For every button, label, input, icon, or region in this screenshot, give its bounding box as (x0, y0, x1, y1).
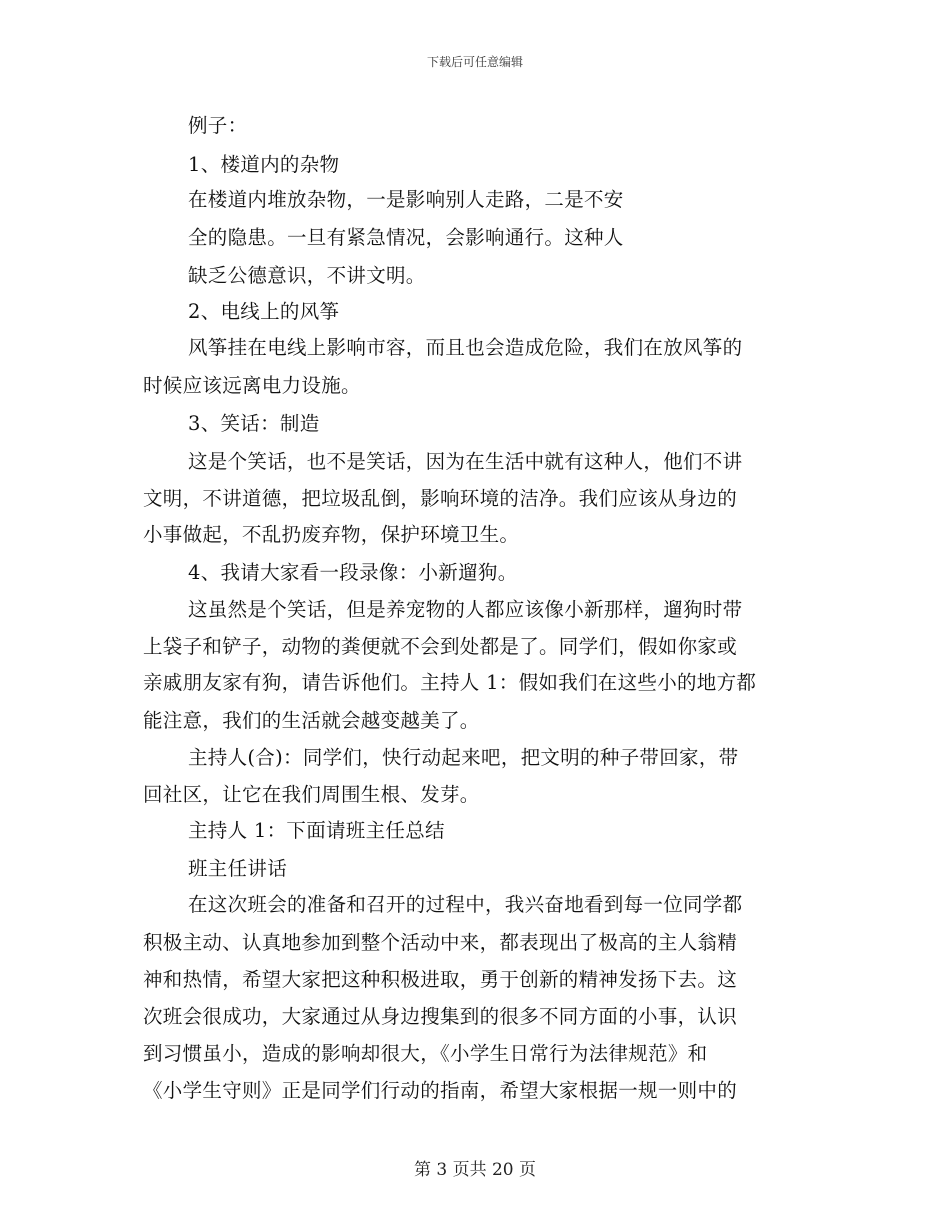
text-line: 班主任讲话 (188, 857, 288, 880)
text-line: 例子： (188, 114, 248, 137)
text-line: 《小学生守则》正是同学们行动的指南，希望大家根据一规一则中的 (143, 1079, 738, 1102)
text-line: 1、楼道内的杂物 (188, 153, 340, 176)
text-line: 这是个笑话，也不是笑话，因为在生活中就有这种人，他们不讲 (188, 450, 743, 473)
text-line: 在这次班会的准备和召开的过程中，我兴奋地看到每一位同学都 (188, 893, 743, 916)
text-line: 3、笑话：制造 (188, 412, 320, 435)
text-line: 时候应该远离电力设施。 (143, 374, 361, 397)
text-line: 全的隐患。一旦有紧急情况，会影响通行。这种人 (188, 226, 624, 249)
text-line: 小事做起，不乱扔废弃物，保护环境卫生。 (143, 523, 520, 546)
text-line: 回社区，让它在我们周围生根、发芽。 (143, 783, 480, 806)
text-line: 神和热情，希望大家把这种积极进取，勇于创新的精神发扬下去。这 (143, 968, 738, 991)
text-line: 文明，不讲道德，把垃圾乱倒，影响环境的洁净。我们应该从身边的 (143, 487, 738, 510)
text-line: 缺乏公德意识，不讲文明。 (188, 264, 426, 287)
text-line: 风筝挂在电线上影响市容，而且也会造成危险，我们在放风筝的 (188, 336, 743, 359)
text-line: 上袋子和铲子，动物的粪便就不会到处都是了。同学们，假如你家或 (143, 635, 738, 658)
text-line: 4、我请大家看一段录像：小新遛狗。 (188, 561, 518, 584)
text-line: 积极主动、认真地参加到整个活动中来，都表现出了极高的主人翁精 (143, 931, 738, 954)
text-line: 主持人(合)：同学们，快行动起来吧，把文明的种子带回家，带 (188, 746, 739, 769)
text-line: 在楼道内堆放杂物，一是影响别人走路，二是不安 (188, 188, 624, 211)
page-number: 第 3 页共 20 页 (413, 1160, 537, 1180)
text-line: 主持人 1：下面请班主任总结 (188, 819, 445, 842)
text-line: 2、电线上的风筝 (188, 300, 340, 323)
text-line: 到习惯虽小，造成的影响却很大，《小学生日常行为法律规范》和 (143, 1042, 708, 1065)
text-line: 亲戚朋友家有狗，请告诉他们。主持人 1：假如我们在这些小的地方都 (143, 671, 757, 694)
text-line: 能注意，我们的生活就会越变越美了。 (143, 709, 480, 732)
text-line: 次班会很成功，大家通过从身边搜集到的很多不同方面的小事，认识 (143, 1005, 738, 1028)
text-line: 这虽然是个笑话，但是养宠物的人都应该像小新那样，遛狗时带 (188, 598, 743, 621)
page-header: 下载后可任意编辑 (426, 55, 523, 69)
